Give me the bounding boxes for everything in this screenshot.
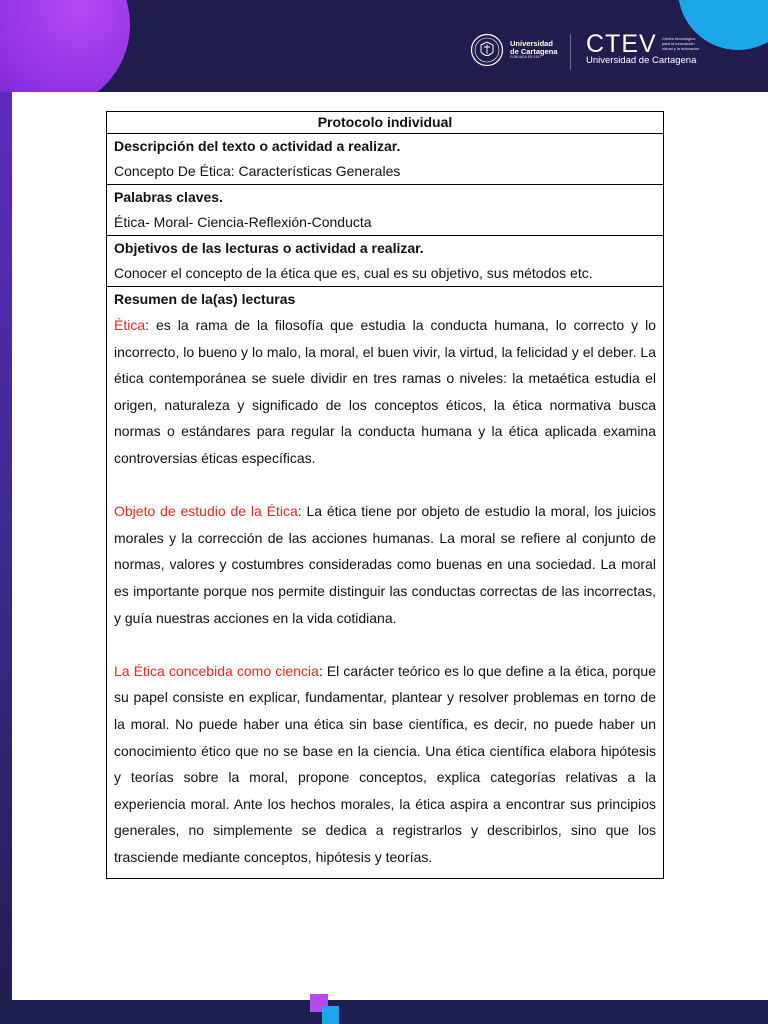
summary-paragraph xyxy=(114,658,656,871)
table-row xyxy=(107,112,664,134)
summary-text: : es la rama de la filosofía que estudia la conducta humana, lo correcto y lo incorrecto, lo bueno y lo malo, la moral, el buen vivir, la virtud, la felicidad y el deber. La ética contemporánea se suele dividir en tres ramas o niveles: la metaética estudia el origen, naturaleza y significado de los conceptos éticos, la ética normativa busca normas o estándares para regular la conducta humana y la ética aplicada examina controversias éticas específicas. xyxy=(114,317,656,466)
summary-term: Objeto de estudio de la Ética xyxy=(114,503,298,520)
section-value: Ética- Moral- Ciencia-Reflexión-Conducta xyxy=(114,214,372,230)
footer-band xyxy=(0,1000,768,1024)
summary-cell xyxy=(107,287,664,879)
university-name-line-2: de Cartagena xyxy=(510,47,558,57)
objectives-cell xyxy=(107,236,664,287)
section-value: Conocer el concepto de la ética que es, cual es su objetivo, sus métodos etc. xyxy=(114,265,593,281)
ctev-university-name: Universidad de Cartagena xyxy=(586,55,697,66)
summary-term: La Ética concebida como ciencia xyxy=(114,662,319,679)
description-cell xyxy=(107,134,664,185)
keywords-cell xyxy=(107,185,664,236)
table-row xyxy=(107,134,664,185)
summary-text: : La ética tiene por objeto de estudio la moral, los juicios morales y la corrección de las acciones humanas. La moral se refiere al conjunto de normas, valores y costumbres consideradas como buenas en una sociedad. La moral es importante porque nos permite distinguir las conductas correctas de las incorrectas, y guía nuestras acciones en la vida cotidiana. xyxy=(114,503,656,626)
ctev-tagline: Centro tecnológico para la innovación virtual y la educación xyxy=(662,36,700,51)
summary-paragraph xyxy=(114,498,656,631)
university-founded-line: FUNDADA EN 1827 xyxy=(510,55,542,60)
purple-circle-decoration xyxy=(0,0,130,92)
table-row xyxy=(107,287,664,879)
page-header-band xyxy=(0,0,768,92)
summary-paragraph xyxy=(114,312,656,472)
summary-text: : El carácter teórico es lo que define a la ética, porque su papel consiste en explicar, fundamentar, plantear y resolver problemas en torno de la moral. No puede haber una ética sin base científica, es decir, no puede haber un conocimiento ético que no se base en la ciencia. Una ética científica elabora hipótesis y teorías sobre la moral, propone conceptos, explica categorías relativas a la experiencia moral. Ante los hechos morales, la ética aspira a encontrar sus principios generales, no simplemente se dedica a registrarlos y describirlos, sino que los trasciende mediante conceptos, hipótesis y teorías. xyxy=(114,662,657,865)
blue-square xyxy=(322,1006,339,1024)
section-heading: Descripción del texto o actividad a realizar. xyxy=(114,138,401,154)
protocol-table xyxy=(106,111,664,879)
section-heading: Objetivos de las lecturas o actividad a realizar. xyxy=(114,240,424,256)
university-name-line-1: Universidad xyxy=(510,39,553,49)
logo-divider xyxy=(570,34,571,70)
section-value: Concepto De Ética: Características Generales xyxy=(114,163,401,179)
section-heading: Palabras claves. xyxy=(114,189,223,205)
ctev-wordmark: CTEV xyxy=(586,30,657,58)
document-title: Protocolo individual xyxy=(107,112,664,134)
university-seal-icon xyxy=(470,33,504,67)
universidad-de-cartagena-logo xyxy=(470,30,558,70)
table-row xyxy=(107,185,664,236)
table-row xyxy=(107,236,664,287)
summary-term: Ética xyxy=(114,317,146,333)
ctev-logo xyxy=(586,30,700,66)
left-accent-strip xyxy=(0,92,12,1024)
summary-heading: Resumen de la(as) lecturas xyxy=(114,291,296,307)
